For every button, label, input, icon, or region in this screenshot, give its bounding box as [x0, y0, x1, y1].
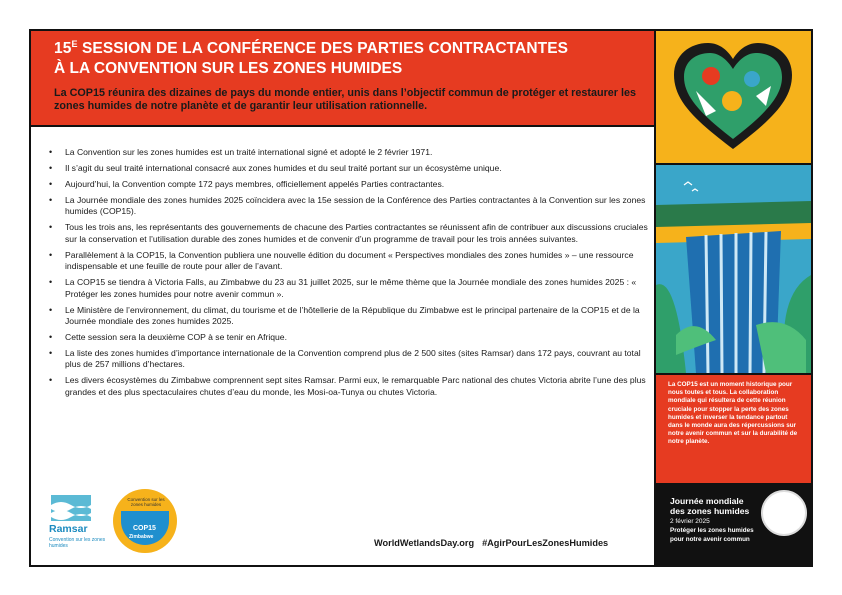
waterfall-illustration-panel	[656, 165, 811, 373]
heart-icon	[656, 31, 811, 163]
fact-item: • La Convention sur les zones humides est un traité international signé et adopté le 2 février 1971.	[49, 147, 649, 158]
heart-illustration-panel	[656, 31, 811, 163]
world-wetlands-day-panel	[656, 485, 811, 565]
fact-item: • Parallèlement à la COP15, la Convention publiera une nouvelle édition du document « Perspectives mondiales des zones humides » – une ressource indispensable et une feuille de route pour aller de l’avant.	[49, 250, 649, 273]
wwd-text-block	[670, 497, 754, 543]
wwd-globe-icon	[761, 490, 807, 536]
main-content-panel	[31, 127, 654, 565]
fact-item: • Les divers écosystèmes du Zimbabwe comprennent sept sites Ramsar. Parmi eux, le remarquable Parc national des chutes Victoria abrite l’une des plus grandes et des plus spectaculaires chutes d’eau du monde, les Mosi-oa-Tunya ou chutes Victoria.	[49, 375, 649, 398]
ramsar-wordmark: Ramsar	[49, 523, 88, 535]
fact-list	[49, 147, 649, 403]
cop15-logo-arc-text: Convention sur les zones humides	[127, 497, 165, 507]
cop15-logo	[113, 489, 177, 553]
page-title-line1: $15^E$ SESSION DE LA CONFÉRENCE DES PARTIES CONTRACTANTES	[54, 39, 569, 57]
wwd-slogan-line2: pour notre avenir commun	[670, 536, 750, 544]
fact-item: • La Journée mondiale des zones humides 2025 coïncidera avec la 15e session de la Conférence des Parties contractantes à la Convention sur les zones humides (COP15).	[49, 195, 649, 218]
cop15-logo-country: Zimbabwe	[129, 534, 154, 540]
wwd-name-line2: des zones humides	[670, 505, 750, 516]
fact-item: • Il s’agit du seul traité international consacré aux zones humides et du seul traité portant sur un écosystème unique.	[49, 163, 649, 174]
fact-item: • Le Ministère de l’environnement, du climat, du tourisme et de l’hôtellerie de la République du Zimbabwe est le principal partenaire de la COP15 et de la Journée mondiale des zones humides 2025.	[49, 305, 649, 328]
footer-links	[374, 538, 608, 548]
cop15-message-text: La COP15 est un moment historique pour nous toutes et tous. La collaboration mondiale qui résultera de cette réunion cruciale pour stopper la perte des zones humides et inverser la tendance partout dans le monde aura des répercussions sur notre avenir commun et sur la durabilité de notre planète.	[668, 381, 798, 446]
wwd-slogan-line1: Protéger les zones humides	[670, 527, 754, 534]
fact-item: • La liste des zones humides d’importance internationale de la Convention comprend plus de 2 500 sites (sites Ramsar) dans 172 pays, couvrant au total plus de 257 millions d’hectares.	[49, 348, 649, 371]
waterfall-icon	[656, 165, 811, 373]
hashtag: #AgirPourLesZonesHumides	[482, 538, 609, 548]
fact-item: • Aujourd’hui, la Convention compte 172 pays membres, officiellement appelés Parties contractantes.	[49, 179, 649, 190]
ramsar-caption: Convention sur les zones humides	[49, 537, 106, 549]
fact-item: • La COP15 se tiendra à Victoria Falls, au Zimbabwe du 23 au 31 juillet 2025, sur le même thème que la Journée mondiale des zones humides 2025 : « Protéger les zones humides pour notre avenir commun ».	[49, 277, 649, 300]
wwd-name-line1: Journée mondiale	[670, 496, 744, 506]
ramsar-logo	[49, 493, 106, 549]
fact-item: • Cette session sera la deuxième COP à se tenir en Afrique.	[49, 332, 649, 343]
page-subtitle: La COP15 réunira des dizaines de pays du monde entier, unis dans l’objectif commun de protéger et restaurer les zones humides de notre planète et de garantir leur utilisation rationnelle.	[54, 87, 636, 112]
wwd-date: 2 février 2025	[670, 518, 710, 525]
header-banner	[31, 31, 654, 125]
website-link[interactable]: WorldWetlandsDay.org	[374, 538, 475, 548]
cop15-message-panel	[656, 375, 811, 483]
fact-item: • Tous les trois ans, les représentants des gouvernements de chacune des Parties contractantes se réunissent afin de contribuer aux discussions cruciales sur la conservation et l’utilisation durable des zones humides et de convenir d’un programme de travail pour les trois années suivantes.	[49, 222, 649, 245]
page-title-line2: À LA CONVENTION SUR LES ZONES HUMIDES	[54, 60, 403, 77]
cop15-logo-label: COP15	[133, 525, 156, 532]
ramsar-waves-icon	[49, 493, 93, 523]
